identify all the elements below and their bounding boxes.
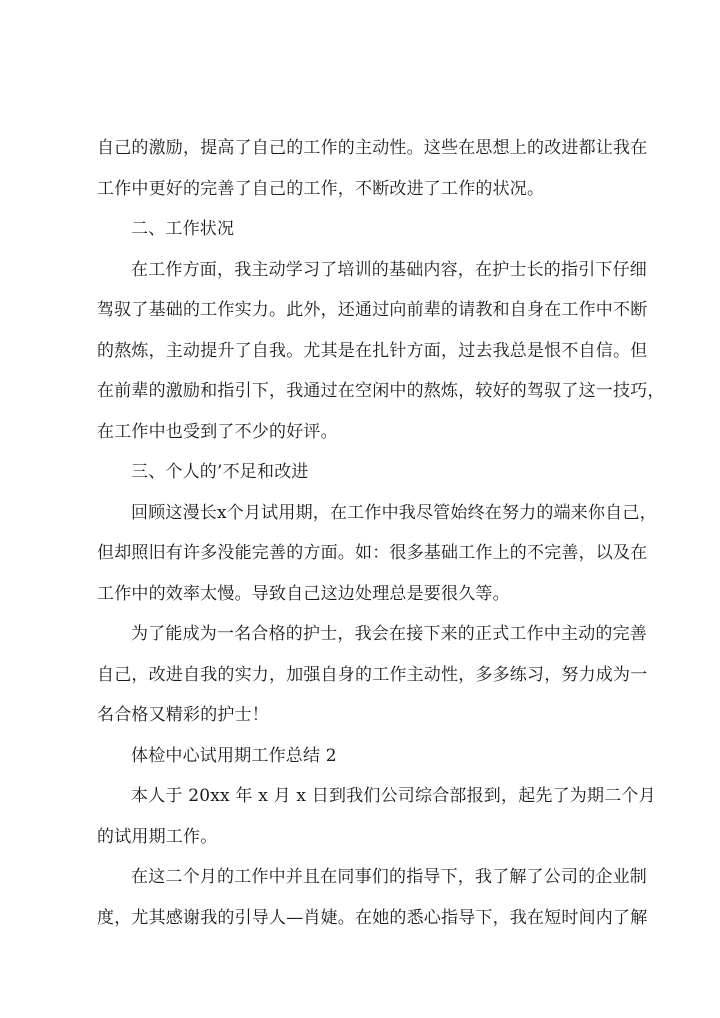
text-line: 自己，改进自我的实力，加强自身的工作主动性，多多练习，努力成为一: [97, 664, 648, 685]
text-line: 回顾这漫长x个月试用期，在工作中我尽管始终在努力的端来你自己，: [131, 502, 657, 523]
text-line: 二、工作状况: [131, 219, 235, 239]
text-line: 但却照旧有许多没能完善的方面。如：很多基础工作上的不完善，以及在: [97, 543, 648, 563]
text-line: 自己的激励，提高了自己的工作的主动性。这些在思想上的改进都让我在: [97, 138, 648, 158]
document-body: [97, 128, 665, 938]
text-line: 在前辈的激励和指引下，我通过在空闲中的熬炼，较好的驾驭了这一技巧，: [97, 381, 665, 401]
text-line: 名合格又精彩的护士！: [97, 705, 269, 725]
text-line: 本人于 20xx 年 x 月 x 日到我们公司综合部报到，起先了为期二个月: [131, 786, 656, 806]
text-line: 度，尤其感谢我的引导人—肖婕。在她的悉心指导下，我在短时间内了解: [97, 907, 648, 928]
text-line: 的试用期工作。: [97, 826, 218, 847]
text-line: 为了能成为一名合格的护士，我会在接下来的正式工作中主动的完善: [131, 624, 647, 644]
text-line: 工作中更好的完善了自己的工作，不断改进了工作的状况。: [97, 178, 545, 199]
text-line: 驾驭了基础的工作实力。此外，还通过向前辈的请教和自身在工作中不断: [97, 300, 648, 320]
text-line: 体检中心试用期工作总结 2: [131, 745, 337, 766]
text-line: 的熬炼，主动提升了自我。尤其是在扎针方面，过去我总是恨不自信。但: [97, 340, 648, 361]
text-line: 在这二个月的工作中并且在同事们的指导下，我了解了公司的企业制: [131, 867, 647, 887]
text-line: 三、个人的’不足和改进: [131, 462, 309, 482]
text-line: 在工作中也受到了不少的好评。: [97, 421, 338, 442]
text-line: 在工作方面，我主动学习了培训的基础内容，在护士长的指引下仔细: [131, 259, 647, 280]
text-line: 工作中的效率太慢。导致自己这边处理总是要很久等。: [97, 583, 510, 604]
